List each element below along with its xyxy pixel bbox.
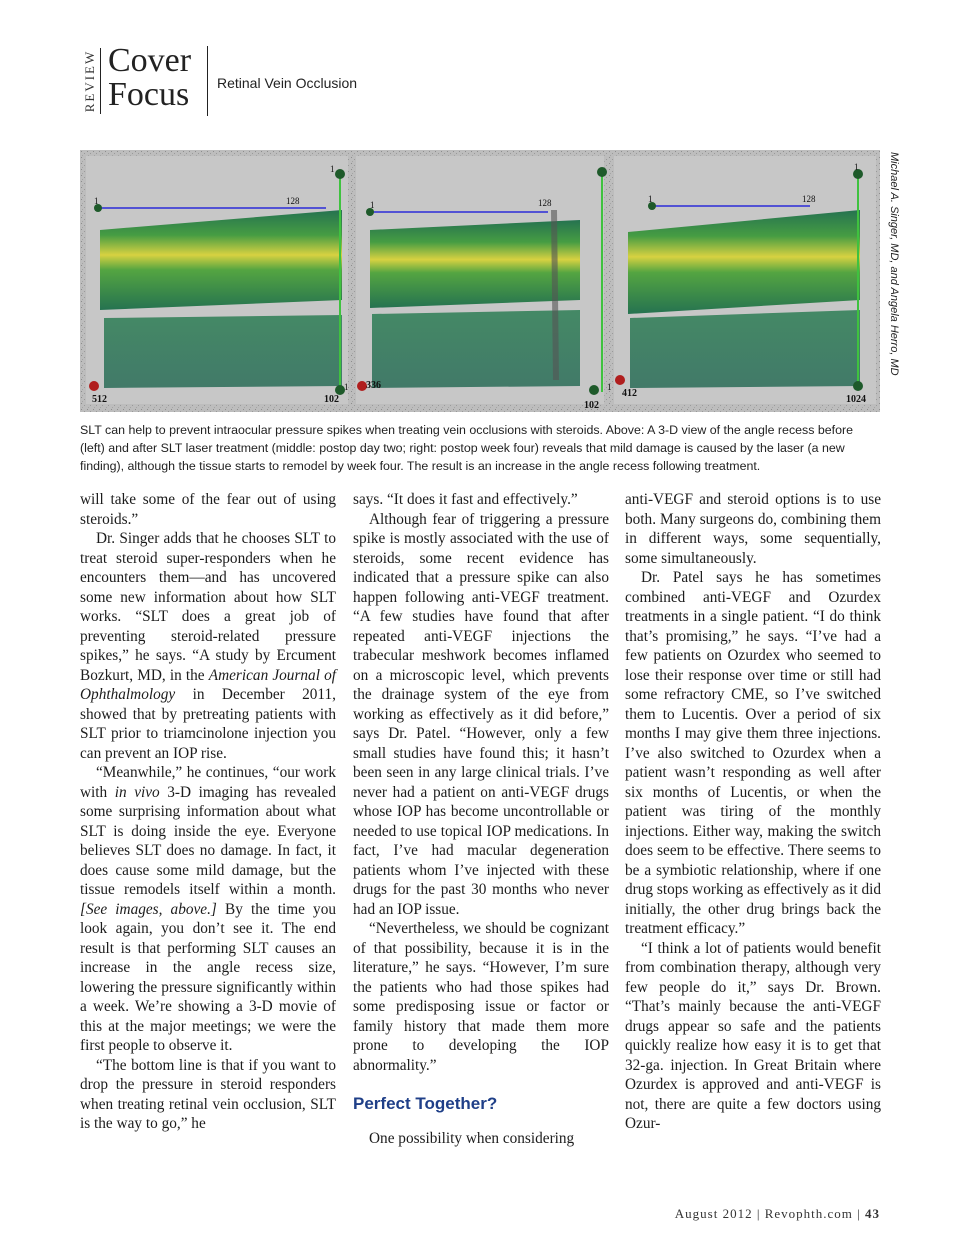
- subheading: Perfect Together?: [353, 1094, 498, 1113]
- panel1-top-left-label: 1: [94, 196, 99, 206]
- panel3-bottom-right-label: 1024: [846, 394, 866, 405]
- paragraph: One possibility when considering: [369, 1129, 575, 1147]
- panel2-bottom-left-label: 336: [366, 380, 381, 391]
- in-vivo-term: in vivo: [114, 783, 160, 801]
- photo-credit: Michael A. Singer, MD, and Angela Herro, MD: [888, 152, 900, 376]
- paragraph: anti-VEGF and steroid options is to use both. Many surgeons do, combining them in different ways, some sequentially, some simultaneously.: [625, 491, 881, 567]
- focus-word: Focus: [108, 76, 190, 113]
- panel2-bottom-right-corner-label: 1: [607, 382, 612, 392]
- cover-word: Cover: [108, 42, 192, 79]
- department-title: [108, 44, 191, 112]
- section-label: Retinal Vein Occlusion: [217, 75, 358, 91]
- paragraph: Although fear of triggering a pressure spike is mostly associated with the use of steroids, some recent evidence has indicated that a pressure spike can also happen following anti-VEGF treatment. “A few studies have found that after repeated anti-VEGF injections the trabecular meshwork becomes inflamed on a microscopic level, which prevents the drainage system of the eye from working as effectively as it did before,” says Dr. Patel. “However, only a few small studies have found this; it hasn’t been seen in any large clinical trials. I’ve never had a patient on anti-VEGF drugs whose IOP has become uncontrollable or needed to use topical IOP medications. In fact, I’ve had macular degeneration patients whom I’ve injected with these drugs for the past 30 months who never had an IOP issue.: [353, 510, 609, 918]
- panel2-top-right-label: 128: [538, 198, 552, 208]
- see-images-note: [See images, above.]: [80, 900, 217, 918]
- paragraph: Dr. Patel says he has sometimes combined anti-VEGF and Ozurdex treatments in a single patient. “I do think that’s promising,” he says. “I’ve had a few patients on Ozurdex who seemed to lose their response over time or still had some refractory CME, so I’ve switched them to Lucentis. Over a period of six months I may give them three injections. I’ve also switched to Ozurdex when a patient wasn’t responding as well after six months of Lucentis, or when the patient was tiring of the monthly injections. Either way, making the switch does seem to be effective. There seems to be a symbiotic relationship, where if one drug stops working as effectively as it did initially, the other drug brings back the treatment efficacy.”: [625, 569, 881, 937]
- panel1-bottom-left-label: 512: [92, 394, 107, 405]
- review-label: REVIEW: [80, 48, 101, 114]
- panel-before: [86, 156, 349, 405]
- paragraph: says. “It does it fast and effectively.”: [353, 491, 578, 508]
- header-divider: [207, 46, 208, 116]
- panel3-top-right-label: 128: [802, 194, 816, 204]
- text-column-1: [80, 490, 336, 1134]
- page-footer: [560, 1206, 880, 1222]
- footer-text: August 2012 | Revophth.com |: [674, 1206, 865, 1221]
- panel2-bottom-right-label: 102: [584, 400, 599, 411]
- page-number: 43: [865, 1206, 880, 1221]
- panel-day-two: [356, 156, 612, 411]
- panel1-top-right-label: 128: [286, 196, 300, 206]
- oct-figure: [80, 150, 880, 412]
- oct-figure-graphic: [80, 150, 880, 412]
- figure-caption: SLT can help to prevent intraocular pressure spikes when treating vein occlusions with steroids. Above: A 3-D view of the angle recess before (left) and after SLT laser treatment (middle: postop day two; right: postop week four) reveals that mild damage is caused by the laser (a new finding), although the tissue starts to remodel by week four. The result is an increase in the angle recess following treatment.: [80, 423, 853, 473]
- paragraph: “The bottom line is that if you want to drop the pressure in steroid responders when treating retinal vein occlusion, SLT is the way to go,” he: [80, 1056, 336, 1132]
- paragraph: Dr. Singer adds that he chooses SLT to treat steroid super-responders when he encounters them—and has uncovered some new information about how SLT works. “SLT does a great job of preventing steroid-related pressure spikes,” he says. “A study by Ercument Bozkurt, MD, in the American Journal of Ophthalmology in December 2011, showed that by pretreating patients with SLT prior to triamcinolone injection you can prevent an IOP rise.: [80, 530, 336, 762]
- text-column-2: [353, 490, 609, 1148]
- panel2-top-left-label: 1: [370, 200, 375, 210]
- panel3-top-left-label: 1: [648, 194, 653, 204]
- panel3-bottom-left-label: 412: [622, 388, 637, 399]
- panel1-bottom-right-corner-label: 1: [344, 382, 349, 392]
- paragraph: “I think a lot of patients would benefit from combination therapy, although very few people do it,” says Dr. Brown. “That’s mainly because the anti-VEGF drugs appear so safe and the patients quickly realize how easy it is to get that 32-ga. injection. In Great Britain where Ozurdex is approved and anti-VEGF is not, there are quite a few doctors using Ozur-: [625, 939, 881, 1132]
- paragraph: will take some of the fear out of using steroids.”: [80, 491, 336, 528]
- paragraph: “Nevertheless, we should be cognizant of that possibility, because it is in the literature,” he says. “However, I’m sure the patients who had those spikes had some predisposing issue or factor or family history that made them more prone to developing the IOP abnormality.”: [353, 920, 609, 1074]
- panel1-top-right-corner-label: 1: [330, 164, 335, 174]
- panel3-top-right-corner-label: 1: [854, 162, 859, 172]
- journal-title: American Journal of Ophthalmology: [80, 666, 336, 703]
- panel1-bottom-right-label: 102: [324, 394, 339, 405]
- paragraph: “Meanwhile,” he continues, “our work with in vivo 3-D imaging has revealed some surprising information about what SLT is doing inside the eye. Everyone believes SLT does no damage. In fact, it does cause some mild damage, but the tissue remodels itself within a month. [See images, above.] By the time you look again, you don’t see it. The end result is that performing SLT causes an increase in the angle recess size, lowering the pressure significantly within a week. We’re showing a 3-D movie of this at the major meetings; we were the first people to observe it.: [80, 764, 336, 1054]
- text-column-3: [625, 490, 881, 1134]
- panel-week-four: [614, 156, 876, 405]
